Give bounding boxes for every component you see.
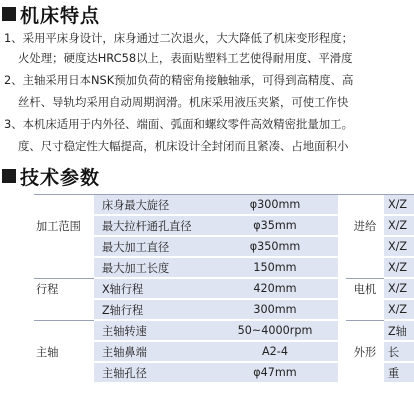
feature-line: 火处理；硬度达HRC58以上，表面贴塑料工艺使得耐用度、平滑度 [18,51,353,65]
section-title: 技术参数 [20,166,101,189]
spec-name: 床身最大旋径 [94,195,212,216]
spec-name: 重 [384,362,414,383]
spec-group [34,362,94,383]
spec-group [34,195,94,216]
spec-name: 最大加工长度 [94,257,212,278]
spec-value: 300mm [212,299,338,320]
table-row [34,195,414,216]
spec-group: 电机 [353,282,377,296]
spec-group: 加工范围 [36,219,81,233]
spec-group [346,257,384,278]
spec-name: X轴行程 [94,278,212,299]
spec-value: φ47mm [212,362,338,383]
table-row [34,362,414,383]
spec-group: 主轴 [36,345,59,359]
section-heading-specs [2,164,100,188]
spec-name: 最大加工直径 [94,236,212,257]
spec-group: 行程 [36,282,59,296]
spec-group [346,362,384,383]
spec-group [34,257,94,278]
spec-group [34,299,94,320]
spec-group [346,320,384,341]
spec-value: φ350mm [212,236,338,257]
table-row [34,341,414,362]
spec-group [34,320,94,341]
spec-name: X/Z [384,299,414,320]
heading-square-icon [2,169,16,183]
table-row [34,236,414,257]
spec-value: 420mm [212,278,338,299]
spec-name: 主轴孔径 [94,362,212,383]
heading-square-icon [2,7,16,21]
feature-line: 3、本机床适用于内外径、端面、弧面和螺纹零件高效精密批量加工。 [4,117,353,131]
spec-group: 外形 [353,345,377,359]
spec-name: X/Z [384,215,414,236]
spec-name: 主轴转速 [94,320,212,341]
spec-group [346,195,384,216]
section-heading-features [2,2,100,26]
spec-group [346,236,384,257]
spec-name: X/Z [384,257,414,278]
spec-value: 50~4000rpm [212,320,338,341]
spec-value: A2-4 [212,341,338,362]
table-row [34,278,414,299]
spec-group: 进给 [353,219,377,233]
spec-group [34,236,94,257]
table-row [34,299,414,320]
section-title: 机床特点 [20,4,101,27]
feature-line: 1、采用平床身设计，床身通过二次退火，大大降低了机床变形程度； [4,31,353,45]
spec-group [346,299,384,320]
spec-name: Z轴 [384,320,414,341]
spec-value: φ35mm [212,215,338,236]
spec-name: X/Z [384,236,414,257]
table-row [34,215,414,236]
table-row [34,320,414,341]
spec-name: X/Z [384,278,414,299]
table-row [34,257,414,278]
feature-line: 丝杆、导轨均采用自动周期润滑。机床采用液压夹紧，可使工作快 [18,95,349,109]
spec-name: 长 [384,341,414,362]
feature-line: 2、主轴采用日本NSK预加负荷的精密角接触轴承，可得到高精度、高 [4,73,354,87]
spec-name: X/Z [384,195,414,216]
spec-name: 最大拉杆通孔直径 [94,215,212,236]
spec-table [34,194,408,400]
spec-name: Z轴行程 [94,299,212,320]
spec-value: φ300mm [212,195,338,216]
spec-name: 主轴鼻端 [94,341,212,362]
feature-line: 度、尺寸稳定性大幅提高，机床设计全封闭而且紧凑、占地面积小 [18,139,349,153]
spec-value: 150mm [212,257,338,278]
